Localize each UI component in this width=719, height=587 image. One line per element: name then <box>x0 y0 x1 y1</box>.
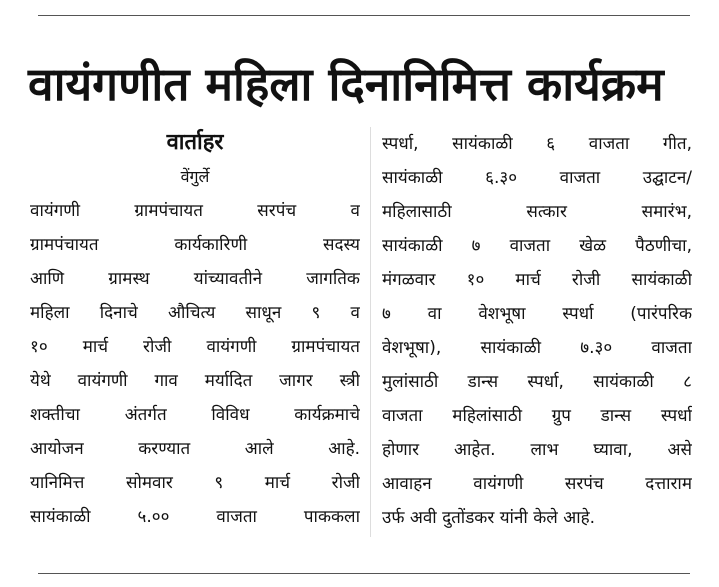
body-line: मंगळवार १० मार्च रोजी सायंकाळी <box>382 270 692 290</box>
body-line: वायंगणी ग्रामपंचायत सरपंच व <box>30 201 360 221</box>
top-rule <box>38 15 690 16</box>
column-divider <box>370 127 371 537</box>
body-line: ७ वा वेशभूषा स्पर्धा (पारंपरिक <box>382 304 692 324</box>
body-line: सायंकाळी ५.०० वाजता पाककला <box>30 507 360 527</box>
body-line: सायंकाळी ७ वाजता खेळ पैठणीचा, <box>382 236 692 256</box>
body-line: शक्तीचा अंतर्गत विविध कार्यक्रमाचे <box>30 405 360 425</box>
body-line: १० मार्च रोजी वायंगणी ग्रामपंचायत <box>30 337 360 357</box>
body-line: ग्रामपंचायत कार्यकारिणी सदस्य <box>30 235 360 255</box>
body-line: होणार आहेत. लाभ घ्यावा, असे <box>382 440 692 460</box>
body-line: यानिमित्त सोमवार ९ मार्च रोजी <box>30 473 360 493</box>
article-headline: वायंगणीत महिला दिनानिमित्त कार्यक्रम <box>28 57 664 111</box>
body-line: वाजता महिलांसाठी ग्रुप डान्स स्पर्धा <box>382 406 692 426</box>
article-column-right <box>382 127 692 539</box>
body-line: महिला दिनाचे औचित्य साधून ९ व <box>30 303 360 323</box>
body-line: मुलांसाठी डान्स स्पर्धा, सायंकाळी ८ <box>382 372 692 392</box>
article-column-left <box>30 194 360 539</box>
body-line: आयोजन करण्यात आले आहे. <box>30 439 360 459</box>
body-line: सायंकाळी ६.३० वाजता उद्घाटन/ <box>382 168 692 188</box>
body-line: येथे वायंगणी गाव मर्यादित जागर स्त्री <box>30 371 360 391</box>
byline-author: वार्ताहर <box>166 130 224 155</box>
byline-place: वेंगुर्ले <box>180 167 210 186</box>
body-line: आणि ग्रामस्थ यांच्यावतीने जागतिक <box>30 269 360 289</box>
body-line: उर्फ अवी दुतोंडकर यांनी केले आहे. <box>382 508 595 528</box>
body-line: महिलासाठी सत्कार समारंभ, <box>382 202 692 222</box>
body-line: वेशभूषा), सायंकाळी ७.३० वाजता <box>382 338 692 358</box>
body-line: आवाहन वायंगणी सरपंच दत्ताराम <box>382 474 692 494</box>
bottom-rule <box>38 573 690 574</box>
body-line: स्पर्धा, सायंकाळी ६ वाजता गीत, <box>382 134 692 154</box>
